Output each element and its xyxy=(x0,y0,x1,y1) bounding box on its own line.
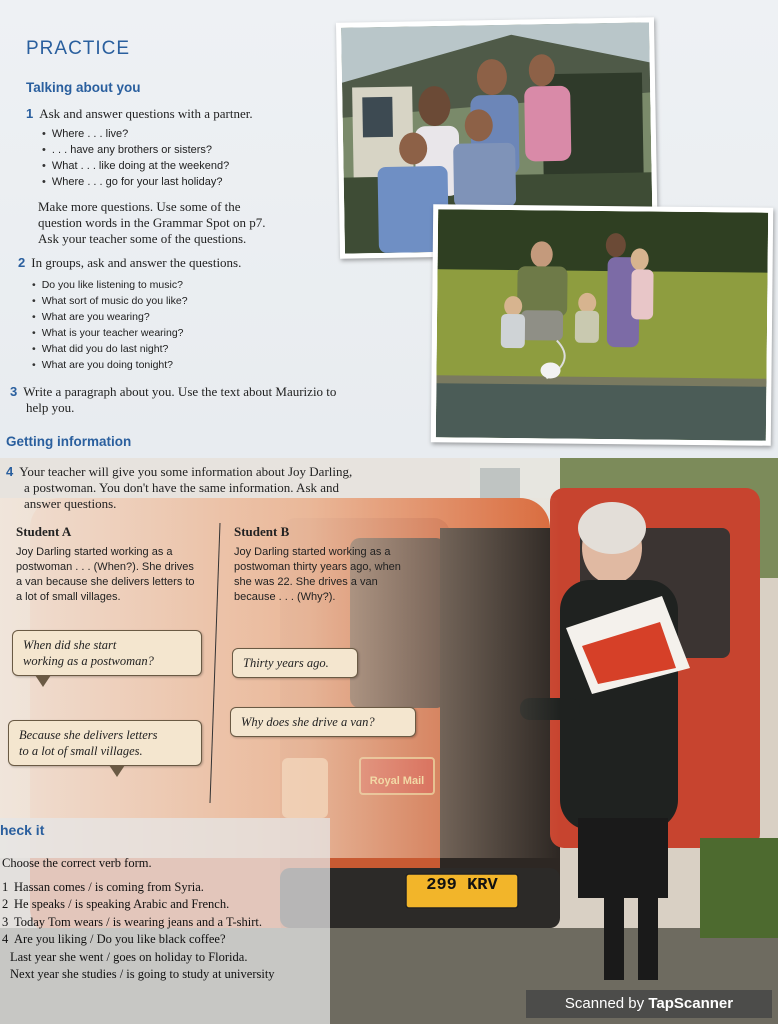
list-item: • Where . . . go for your last holiday? xyxy=(42,174,229,190)
list-item: • What are you wearing? xyxy=(32,309,188,325)
list-item: Last year she went / goes on holiday to Florida. xyxy=(10,949,248,964)
exercise-3-line: Write a paragraph about you. Use the text about Maurizio to xyxy=(23,384,337,399)
exercise-3-number: 3 xyxy=(10,384,18,399)
student-a-line: a van because she delivers letters to xyxy=(16,576,195,588)
exercise-4-line: a postwoman. You don't have the same information. Ask and xyxy=(24,480,340,495)
bubble-line: to a lot of small villages. xyxy=(19,744,143,758)
getting-information-heading: Getting information xyxy=(6,434,132,449)
list-item: 4 Are you liking / Do you like black coffee? xyxy=(2,932,226,946)
student-b-line: she was 22. She drives a van xyxy=(234,576,378,588)
scanner-brand: TapScanner xyxy=(648,995,734,1012)
note-line: question words in the Grammar Spot on p7. xyxy=(38,215,266,230)
student-a-line: Joy Darling started working as a xyxy=(16,546,173,558)
list-item: • Where . . . live? xyxy=(42,126,229,142)
list-item: • What are you doing tonight? xyxy=(32,357,188,373)
list-item: Next year she studies / is going to study at university xyxy=(10,967,275,981)
check-it-heading: heck it xyxy=(0,822,45,838)
note-line: Make more questions. Use some of the xyxy=(38,199,241,214)
list-item: 3 Today Tom wears / is wearing jeans and a T-shirt. xyxy=(2,914,262,929)
bubble-line: When did she start xyxy=(23,638,117,652)
list-item: 1 Hassan comes / is coming from Syria. xyxy=(2,879,204,894)
exercise-1-number: 1 xyxy=(26,106,34,121)
exercise-1-bullets xyxy=(42,126,229,190)
exercise-2-text: In groups, ask and answer the questions. xyxy=(31,255,242,270)
scanner-prefix: Scanned by xyxy=(564,995,645,1012)
exercise-2-bullets xyxy=(32,277,188,373)
speech-bubble-b2: Why does she drive a van? xyxy=(230,707,416,737)
exercise-4-number: 4 xyxy=(6,464,14,479)
royal-mail-sign: Royal Mail xyxy=(369,775,425,787)
exercise-3-line: help you. xyxy=(26,400,75,415)
pond-photo xyxy=(431,204,773,446)
student-b-card xyxy=(234,524,434,605)
list-item: • What . . . like doing at the weekend? xyxy=(42,158,229,174)
student-a-title: Student A xyxy=(16,524,72,539)
student-b-line: because . . . (Why?). xyxy=(234,591,336,603)
speech-bubble-a1 xyxy=(12,630,202,676)
exercise-1 xyxy=(26,106,253,122)
exercise-4 xyxy=(6,464,352,512)
exercise-3 xyxy=(10,384,336,416)
talking-about-you-heading: Talking about you xyxy=(26,80,141,95)
student-a-card xyxy=(16,524,216,605)
exercise-1-note xyxy=(38,199,265,247)
bubble-line: Because she delivers letters xyxy=(19,728,158,742)
list-item: • What did you do last night? xyxy=(32,341,188,357)
speech-bubble-a2 xyxy=(8,720,202,766)
speech-bubble-b1: Thirty years ago. xyxy=(232,648,358,678)
list-item: • What sort of music do you like? xyxy=(32,293,188,309)
check-it-exercise xyxy=(2,855,275,984)
list-item: 2 He speaks / is speaking Arabic and French. xyxy=(2,897,230,911)
bubble-line: working as a postwoman? xyxy=(23,654,154,668)
exercise-1-text: Ask and answer questions with a partner. xyxy=(39,106,253,121)
student-b-title: Student B xyxy=(234,524,290,539)
list-item: • What is your teacher wearing? xyxy=(32,325,188,341)
check-it-instruction: Choose the correct verb form. xyxy=(2,856,152,870)
student-b-line: Joy Darling started working as a xyxy=(234,546,391,558)
student-a-line: postwoman . . . (When?). She drives xyxy=(16,561,194,573)
list-item: • Do you like listening to music? xyxy=(32,277,188,293)
license-plate: 299 KRV xyxy=(426,876,498,895)
scanner-watermark xyxy=(526,990,772,1018)
student-a-line: a lot of small villages. xyxy=(16,591,121,603)
exercise-2 xyxy=(18,255,241,271)
exercise-2-number: 2 xyxy=(18,255,26,270)
practice-heading: PRACTICE xyxy=(26,38,131,59)
pond-photo-image xyxy=(436,209,768,440)
student-b-line: postwoman thirty years ago, when xyxy=(234,561,401,573)
note-line: Ask your teacher some of the questions. xyxy=(38,231,247,246)
list-item: • . . . have any brothers or sisters? xyxy=(42,142,229,158)
exercise-4-line: Your teacher will give you some information about Joy Darling, xyxy=(19,464,353,479)
exercise-4-line: answer questions. xyxy=(24,496,117,511)
